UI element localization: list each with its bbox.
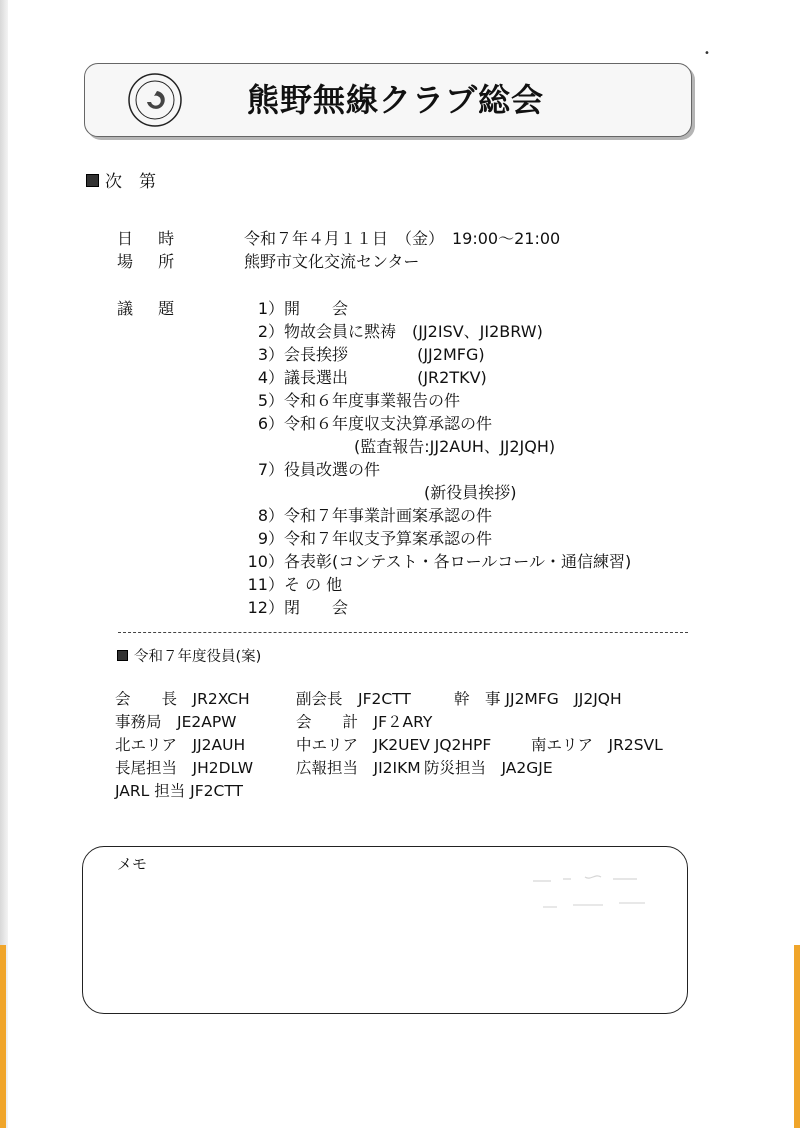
- agenda-item: 10）各表彰(コンテスト・各ロールコール・通信練習): [247, 552, 632, 571]
- agenda-item: 11）そ の 他: [247, 575, 343, 594]
- officer-entry: 北エリア JJ2AUH: [115, 736, 246, 754]
- officer-entry: JARL 担当 JF2CTT: [115, 782, 243, 800]
- officer-entry: 南エリア JR2SVL: [531, 736, 663, 754]
- officers-heading: 令和７年度役員(案): [117, 645, 261, 669]
- officer-entry: 会 計 JF２ARY: [296, 713, 433, 731]
- orange-tab-left: [0, 945, 6, 1128]
- title-banner: [84, 63, 692, 137]
- officer-entry: 広報担当 JI2IKM: [296, 759, 421, 777]
- officer-entry: 幹 事 JJ2MFG JJ2JQH: [454, 690, 622, 708]
- officer-entry: 副会長 JF2CTT: [296, 690, 411, 708]
- memo-box[interactable]: [82, 846, 688, 1014]
- page-title: 熊野無線クラブ総会: [247, 81, 545, 119]
- bullet-square-icon: [86, 174, 99, 187]
- scan-mark: •: [704, 48, 710, 59]
- officer-entry: 中エリア JK2UEV JQ2HPF: [296, 736, 492, 754]
- agenda-item: 8）令和７年事業計画案承認の件: [257, 506, 493, 525]
- memo-label: メモ: [117, 855, 148, 873]
- orange-tab-right: [794, 945, 800, 1128]
- agenda-item: 6）令和６年度収支決算承認の件: [257, 414, 493, 433]
- agenda-item: 3）会長挨拶 (JJ2MFG): [257, 345, 485, 364]
- agenda-subnote: (監査報告:JJ2AUH、JJ2JQH): [354, 437, 556, 456]
- bleed-through-marks: [523, 867, 673, 917]
- agenda-item: 7）役員改選の件: [257, 460, 381, 479]
- topics-label: 議 題: [117, 299, 185, 318]
- agenda-heading: 次 第: [86, 170, 156, 194]
- agenda-item: 5）令和６年度事業報告の件: [257, 391, 461, 410]
- agenda-item: 12）閉 会: [247, 598, 349, 617]
- dashed-divider: [118, 632, 688, 633]
- officer-entry: 防災担当 JA2GJE: [424, 759, 553, 777]
- officer-entry: 長尾担当 JH2DLW: [115, 759, 254, 777]
- bullet-square-icon: [117, 650, 128, 661]
- agenda-item: 1）開 会: [257, 299, 349, 318]
- date-label: 日 時: [117, 229, 185, 248]
- agenda-item: 2）物故会員に黙祷 (JJ2ISV、JI2BRW): [257, 322, 543, 341]
- place-value: 熊野市文化交流センター: [244, 252, 420, 271]
- officer-entry: 事務局 JE2APW: [115, 713, 237, 731]
- agenda-item: 4）議長選出 (JR2TKV): [257, 368, 487, 387]
- agenda-subnote: (新役員挨拶): [424, 483, 517, 502]
- club-logo-icon: [127, 72, 183, 128]
- place-label: 場 所: [117, 252, 185, 271]
- date-value: 令和７年４月１１日 （金） 19:00〜21:00: [244, 229, 561, 248]
- agenda-item: 9）令和７年収支予算案承認の件: [257, 529, 493, 548]
- officer-entry: 会 長 JR2XCH: [115, 690, 250, 708]
